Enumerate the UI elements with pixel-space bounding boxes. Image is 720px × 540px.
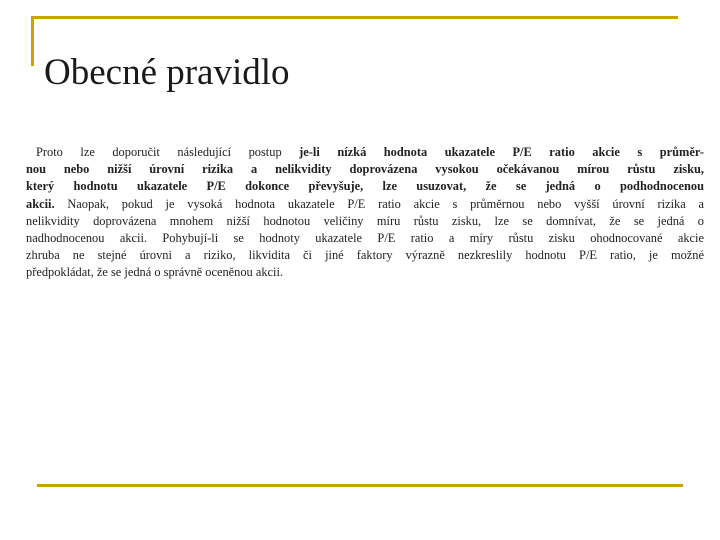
paragraph-line-2: nou nebo nižší úrovní rizika a nelikvidity doprovázena vysokou očekávanou mírou růstu zisku,: [26, 162, 704, 177]
paragraph-line-7: zhruba ne stejné úrovni a riziko, likvidita či jiné faktory výrazně nezkreslily hodnotu P/E ratio, je možné: [26, 248, 704, 263]
paragraph-line-6: nadhodnocenou akcii. Pohybují-li se hodnoty ukazatele P/E ratio a míry růstu zisku ohodnocované akcie: [26, 231, 704, 246]
slide-title: Obecné pravidlo: [44, 51, 290, 93]
top-accent-line: [33, 16, 678, 19]
bottom-accent-line: [37, 484, 683, 487]
paragraph-line-1-bold: je-li nízká hodnota ukazatele P/E ratio akcie s průměr-: [299, 145, 704, 159]
paragraph-line-4-rest: Naopak, pokud je vysoká hodnota ukazatele P/E ratio akcie s průměrnou nebo vyšší úrovní rizika a: [54, 196, 704, 211]
paragraph-line-1: [26, 144, 704, 161]
paragraph-line-8: předpokládat, že se jedná o správně oceněnou akcii.: [26, 265, 283, 280]
paragraph-line-5: nelikvidity doprovázena mnohem nižší hodnotou veličiny míru růstu zisku, lze se domnívat, že se jedná o: [26, 213, 704, 228]
paragraph-line-4: [26, 196, 704, 213]
paragraph-line-1-intro: Proto lze doporučit následující postup: [36, 145, 300, 159]
paragraph-line-3: který hodnotu ukazatele P/E dokonce převyšuje, lze usuzovat, že se jedná o podhodnocenou: [26, 179, 704, 194]
left-accent-line: [31, 16, 34, 66]
scanned-paragraph: [26, 144, 704, 282]
paragraph-line-4-bold: akcii.: [26, 196, 55, 211]
